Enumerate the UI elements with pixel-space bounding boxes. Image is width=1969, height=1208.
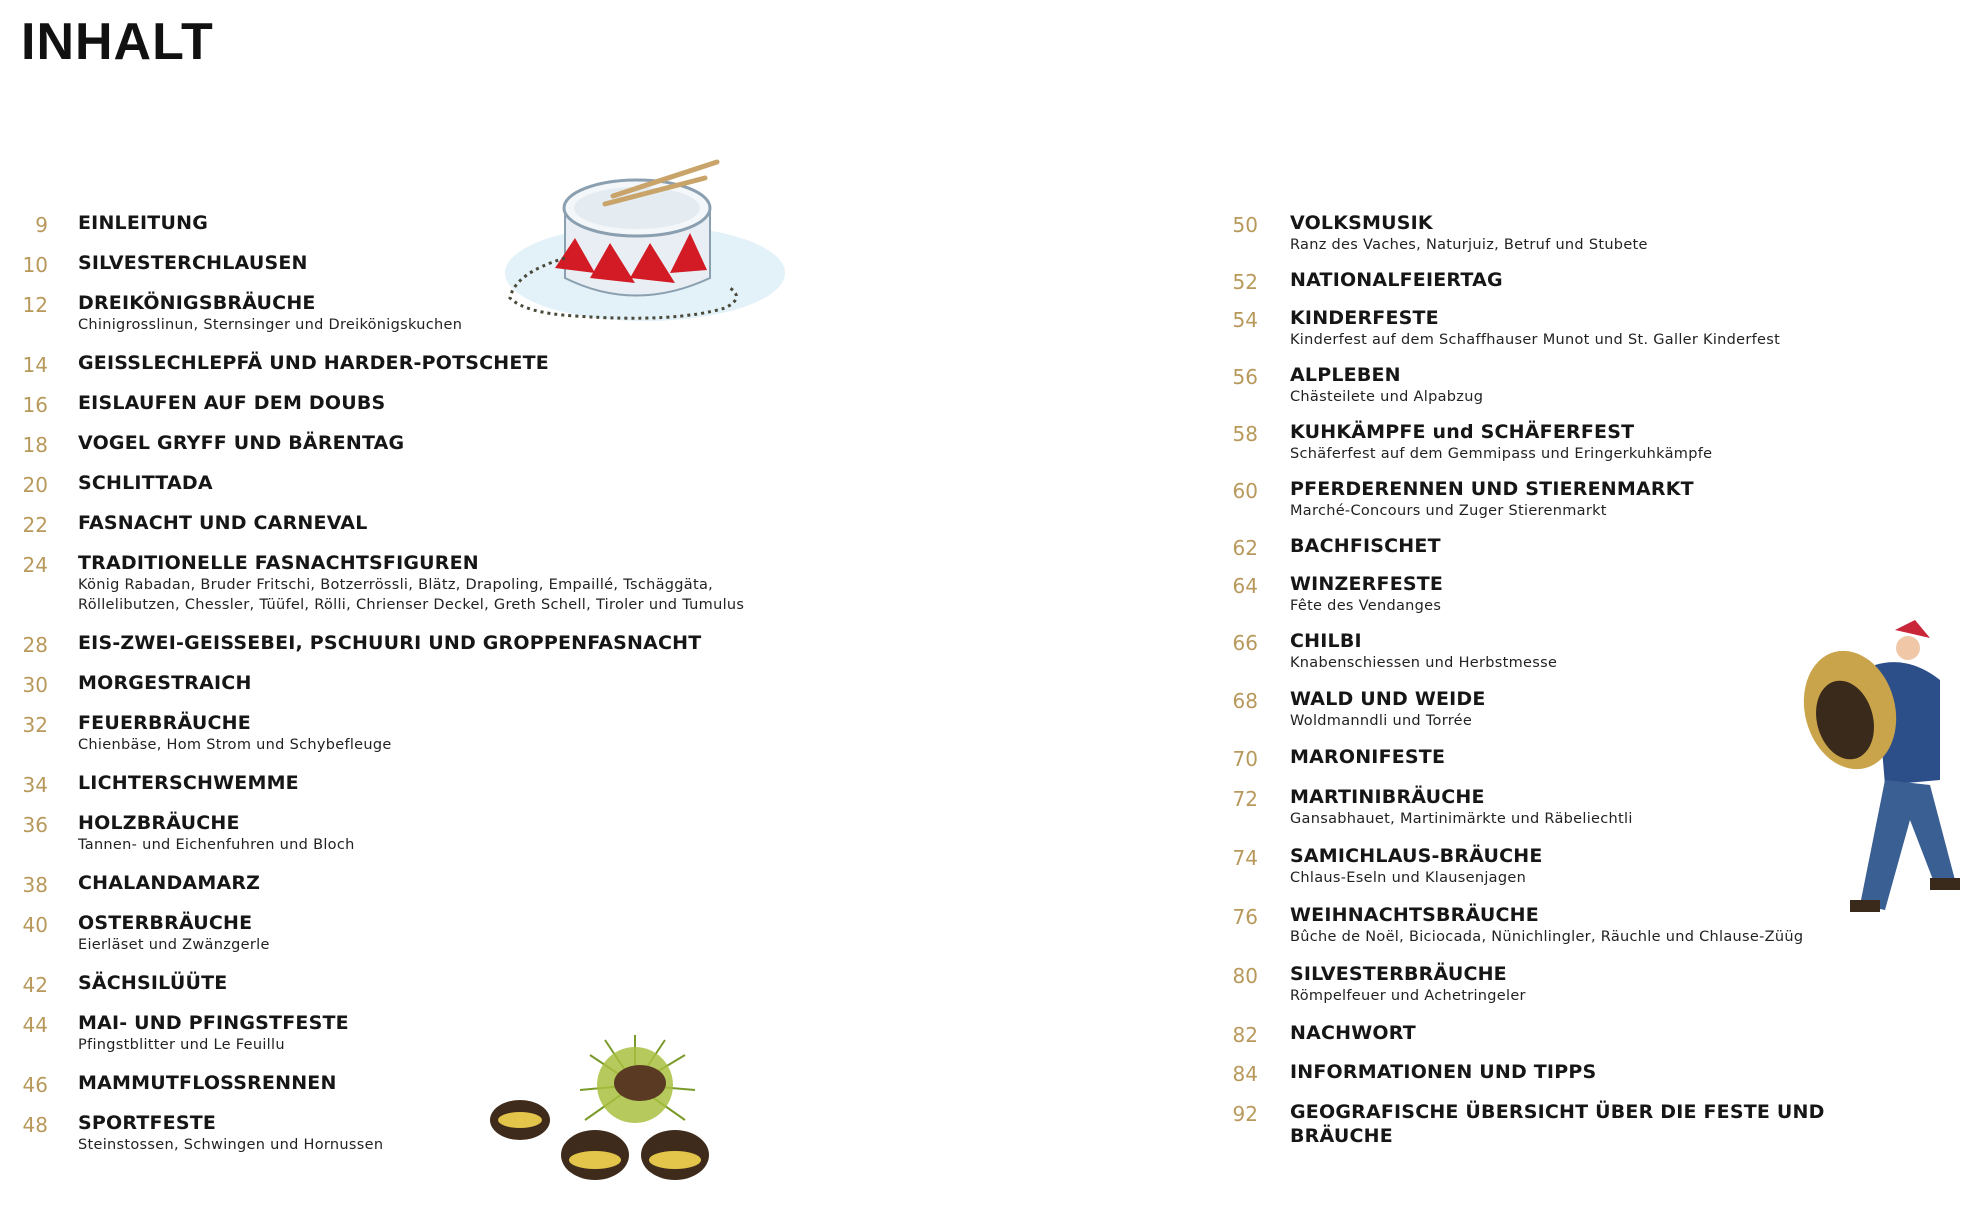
page-number: 50: [1232, 213, 1258, 237]
entry-title: CHILBI: [1290, 630, 1362, 652]
entry-title: OSTERBRÄUCHE: [78, 912, 253, 934]
toc-entry[interactable]: [0, 771, 900, 811]
page-number: 46: [22, 1073, 48, 1097]
entry-title: WEIHNACHTSBRÄUCHE: [1290, 904, 1539, 926]
entry-title: SÄCHSILÜÜTE: [78, 972, 228, 994]
entry-title: WINZERFESTE: [1290, 573, 1444, 595]
entry-title: KUHKÄMPFE und SCHÄFERFEST: [1290, 421, 1635, 443]
page-number: 58: [1232, 422, 1258, 446]
page-number: 36: [22, 813, 48, 837]
toc-entry[interactable]: [0, 871, 900, 911]
page-number: 84: [1232, 1062, 1258, 1086]
page-number: 76: [1232, 905, 1258, 929]
entry-subtitle: Bûche de Noël, Biciocada, Nünichlingler, Räuchle und Chlause-Züüg: [1290, 929, 1804, 945]
entry-subtitle: Gansabhauet, Martinimärkte und Räbeliechtli: [1290, 811, 1633, 827]
page-number: 82: [1232, 1023, 1258, 1047]
toc-entry[interactable]: [1210, 745, 1930, 785]
entry-title: SPORTFESTE: [78, 1112, 217, 1134]
page-number: 68: [1232, 689, 1258, 713]
entry-title: GEOGRAFISCHE ÜBERSICHT ÜBER DIE FESTE UND BRÄUCHE: [1290, 1101, 1825, 1147]
page-number: 20: [22, 473, 48, 497]
toc-left-column: [0, 211, 900, 1171]
page-number: 80: [1232, 964, 1258, 988]
page-number: 66: [1232, 631, 1258, 655]
toc-entry[interactable]: [1210, 363, 1930, 420]
entry-title: VOGEL GRYFF UND BÄRENTAG: [78, 432, 405, 454]
entry-subtitle: Schäferfest auf dem Gemmipass und Eringerkuhkämpfe: [1290, 446, 1713, 462]
toc-entry[interactable]: [1210, 268, 1930, 306]
entry-subtitle: König Rabadan, Bruder Fritschi, Botzerrössli, Blätz, Drapoling, Empaillé, Tschäggäta,: [78, 577, 714, 593]
toc-entry[interactable]: [0, 1071, 900, 1111]
page-number: 54: [1232, 308, 1258, 332]
entry-subtitle: Marché-Concours und Zuger Stierenmarkt: [1290, 503, 1607, 519]
toc-entry[interactable]: [0, 291, 900, 351]
page-number: 34: [22, 773, 48, 797]
toc-entry[interactable]: [0, 391, 900, 431]
entry-title: FEUERBRÄUCHE: [78, 712, 251, 734]
entry-title: MARONIFESTE: [1290, 746, 1446, 768]
page-number: 56: [1232, 365, 1258, 389]
page-number: 18: [22, 433, 48, 457]
page-number: 12: [22, 293, 48, 317]
entry-title: LICHTERSCHWEMME: [78, 772, 299, 794]
entry-subtitle-line2: Röllelibutzen, Chessler, Tüüfel, Rölli, Chrienser Deckel, Greth Schell, Tiroler und Tumulus: [78, 597, 745, 613]
page-number: 42: [22, 973, 48, 997]
entry-title: MORGESTRAICH: [78, 672, 252, 694]
entry-title: HOLZBRÄUCHE: [78, 812, 240, 834]
entry-title: ALPLEBEN: [1290, 364, 1401, 386]
page-number: 28: [22, 633, 48, 657]
toc-entry[interactable]: [0, 671, 900, 711]
page-number: 38: [22, 873, 48, 897]
toc-entry[interactable]: [1210, 903, 1930, 962]
entry-title: KINDERFESTE: [1290, 307, 1439, 329]
page-number: 16: [22, 393, 48, 417]
page-number: 22: [22, 513, 48, 537]
entry-title: VOLKSMUSIK: [1290, 212, 1433, 234]
toc-entry[interactable]: [1210, 962, 1930, 1021]
toc-entry[interactable]: [0, 1011, 900, 1071]
page-number: 92: [1232, 1102, 1258, 1126]
page-title: INHALT: [21, 13, 214, 71]
toc-entry[interactable]: [1210, 1060, 1930, 1100]
entry-title: NACHWORT: [1290, 1022, 1416, 1044]
entry-title: WALD UND WEIDE: [1290, 688, 1486, 710]
entry-subtitle: Ranz des Vaches, Naturjuiz, Betruf und Stubete: [1290, 237, 1648, 253]
entry-title: SAMICHLAUS-BRÄUCHE: [1290, 845, 1543, 867]
toc-entry[interactable]: [0, 211, 900, 251]
entry-subtitle: Tannen- und Eichenfuhren und Bloch: [78, 837, 355, 853]
entry-subtitle: Chästeilete und Alpabzug: [1290, 389, 1484, 405]
entry-subtitle: Steinstossen, Schwingen und Hornussen: [78, 1137, 384, 1153]
toc-entry[interactable]: [0, 911, 900, 971]
toc-right-column: [1210, 211, 1930, 1147]
toc-entry[interactable]: [1210, 306, 1930, 363]
toc-entry[interactable]: [1210, 1100, 1930, 1147]
entry-title: SILVESTERCHLAUSEN: [78, 252, 308, 274]
toc-entry[interactable]: [0, 1111, 900, 1171]
toc-entry[interactable]: [1210, 1021, 1930, 1060]
page-number: 64: [1232, 574, 1258, 598]
entry-title: PFERDERENNEN UND STIERENMARKT: [1290, 478, 1694, 500]
entry-title: CHALANDAMARZ: [78, 872, 261, 894]
toc-entry[interactable]: [0, 971, 900, 1011]
entry-title: EINLEITUNG: [78, 212, 208, 234]
page-number: 74: [1232, 846, 1258, 870]
toc-entry[interactable]: [1210, 477, 1930, 534]
entry-subtitle: Eierläset und Zwänzgerle: [78, 937, 270, 953]
toc-entry[interactable]: [1210, 785, 1930, 844]
toc-entry[interactable]: [0, 511, 900, 551]
page-number: 14: [22, 353, 48, 377]
entry-title: NATIONALFEIERTAG: [1290, 269, 1503, 291]
toc-entry[interactable]: [1210, 629, 1930, 687]
entry-title: SILVESTERBRÄUCHE: [1290, 963, 1507, 985]
toc-entry[interactable]: [1210, 420, 1930, 477]
page-number: 62: [1232, 536, 1258, 560]
toc-entry[interactable]: [1210, 572, 1930, 629]
entry-title: BACHFISCHET: [1290, 535, 1441, 557]
toc-entry[interactable]: [0, 251, 900, 291]
entry-title: EIS-ZWEI-GEISSEBEI, PSCHUURI UND GROPPENFASNACHT: [78, 632, 702, 654]
entry-title: TRADITIONELLE FASNACHTSFIGUREN: [78, 552, 479, 574]
page-number: 40: [22, 913, 48, 937]
entry-subtitle: Fête des Vendanges: [1290, 598, 1442, 614]
entry-subtitle: Woldmanndli und Torrée: [1290, 713, 1473, 729]
toc-entry[interactable]: [0, 811, 900, 871]
entry-subtitle: Chinigrosslinun, Sternsinger und Dreikönigskuchen: [78, 317, 463, 333]
page-number: 10: [22, 253, 48, 277]
entry-title: MARTINIBRÄUCHE: [1290, 786, 1485, 808]
toc-entry[interactable]: [0, 711, 900, 771]
toc-entry[interactable]: [1210, 534, 1930, 572]
toc-entry[interactable]: [1210, 687, 1930, 745]
toc-entry[interactable]: [0, 471, 900, 511]
entry-subtitle: Chlaus-Eseln und Klausenjagen: [1290, 870, 1527, 886]
entry-subtitle: Chienbäse, Hom Strom und Schybefleuge: [78, 737, 392, 753]
toc-entry[interactable]: [0, 551, 900, 631]
entry-title: MAMMUTFLOSSRENNEN: [78, 1072, 337, 1094]
toc-entry[interactable]: [1210, 211, 1930, 268]
page-number: 52: [1232, 270, 1258, 294]
entry-subtitle: Pfingstblitter und Le Feuillu: [78, 1037, 285, 1053]
entry-title: FASNACHT UND CARNEVAL: [78, 512, 368, 534]
entry-title: INFORMATIONEN UND TIPPS: [1290, 1061, 1597, 1083]
toc-entry[interactable]: [0, 631, 900, 671]
entry-title: SCHLITTADA: [78, 472, 213, 494]
page-number: 30: [22, 673, 48, 697]
entry-title: MAI- UND PFINGSTFESTE: [78, 1012, 349, 1034]
page-number: 72: [1232, 787, 1258, 811]
entry-subtitle: Knabenschiessen und Herbstmesse: [1290, 655, 1558, 671]
toc-entry[interactable]: [0, 351, 900, 391]
entry-title: EISLAUFEN AUF DEM DOUBS: [78, 392, 386, 414]
entry-title: GEISSLECHLEPFÄ UND HARDER-POTSCHETE: [78, 352, 549, 374]
page-number: 32: [22, 713, 48, 737]
page-number: 60: [1232, 479, 1258, 503]
toc-entry[interactable]: [0, 431, 900, 471]
page-number: 9: [35, 213, 48, 237]
page-number: 70: [1232, 747, 1258, 771]
toc-entry[interactable]: [1210, 844, 1930, 903]
page-number: 24: [22, 553, 48, 577]
page-number: 44: [22, 1013, 48, 1037]
entry-subtitle: Kinderfest auf dem Schaffhauser Munot und St. Galler Kinderfest: [1290, 332, 1781, 348]
entry-title: DREIKÖNIGSBRÄUCHE: [78, 292, 316, 314]
page-number: 48: [22, 1113, 48, 1137]
entry-subtitle: Römpelfeuer und Achetringeler: [1290, 988, 1526, 1004]
